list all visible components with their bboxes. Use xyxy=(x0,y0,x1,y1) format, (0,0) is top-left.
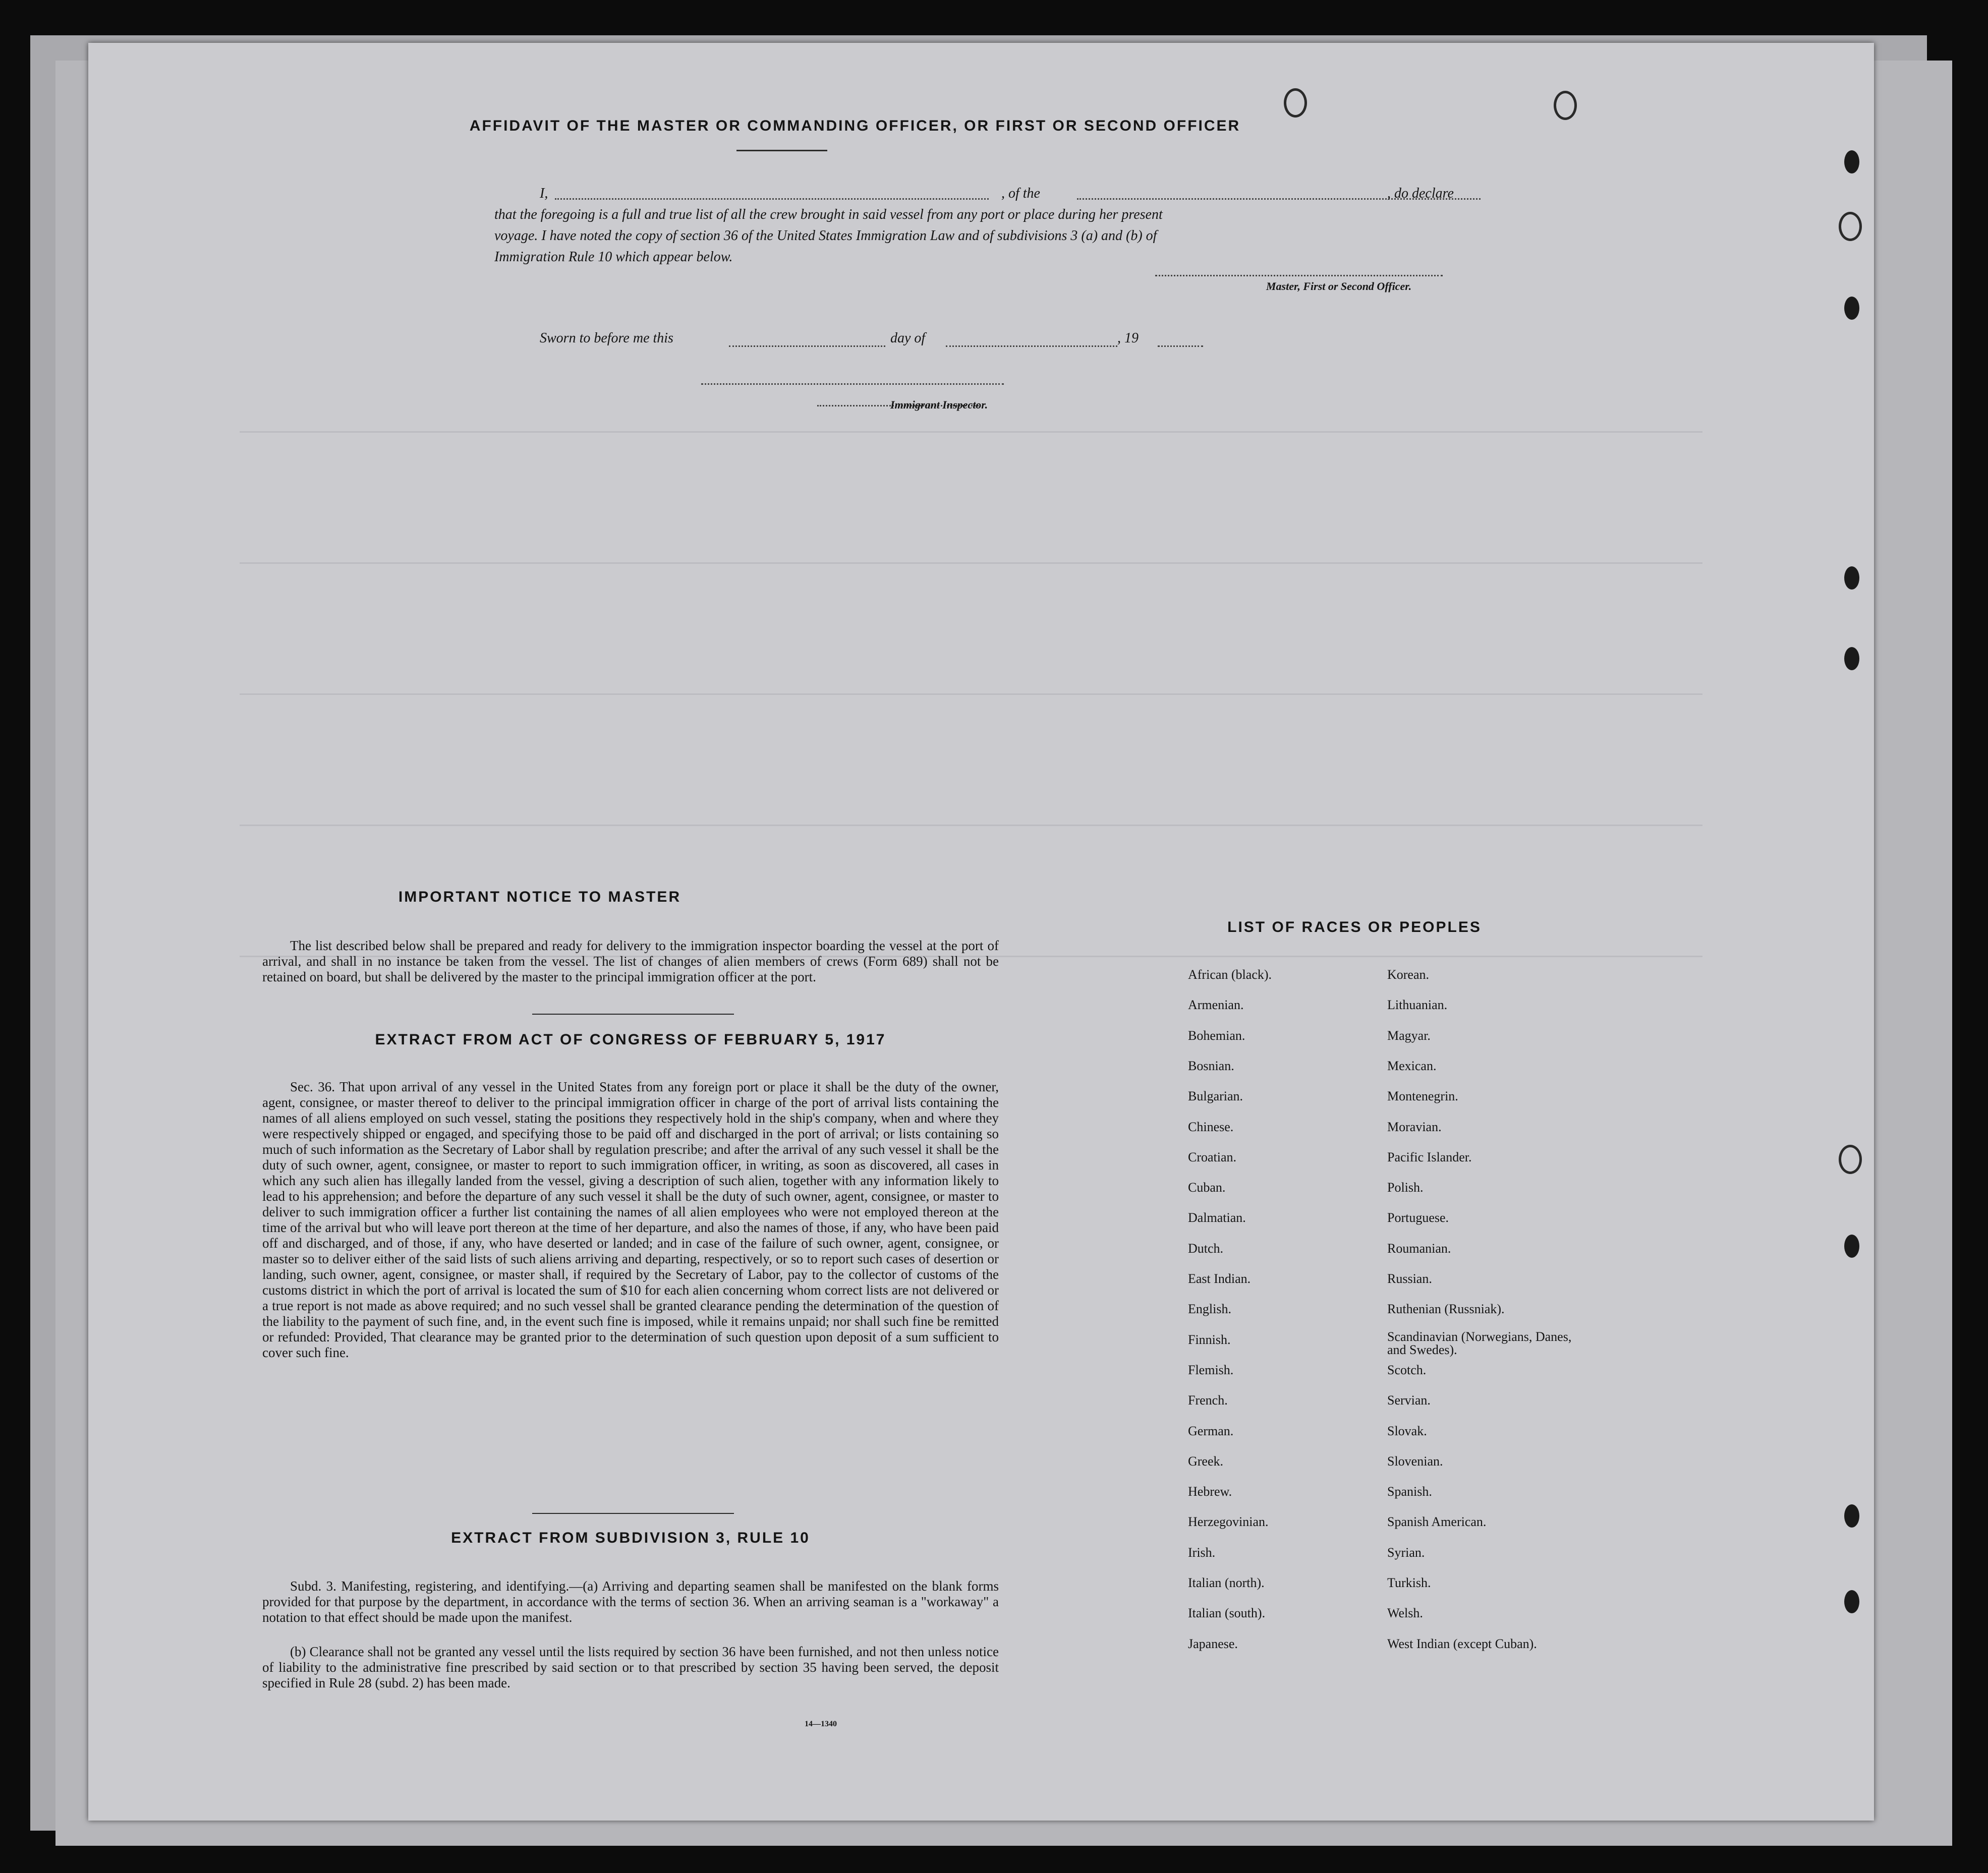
race-item: Moravian. xyxy=(1387,1120,1442,1134)
race-item: Dalmatian. xyxy=(1188,1210,1246,1225)
race-item: German. xyxy=(1188,1424,1234,1438)
act-extract-title: EXTRACT FROM ACT OF CONGRESS OF FEBRUARY 5, 1917 xyxy=(375,1031,886,1048)
race-item: Cuban. xyxy=(1188,1180,1226,1195)
race-item: Scandinavian (Norwegians, Danes, and Swedes). xyxy=(1387,1329,1572,1357)
binder-hole-icon xyxy=(1843,1503,1861,1529)
race-item: Croatian. xyxy=(1188,1150,1237,1164)
bleed-through-line xyxy=(240,562,1702,564)
race-item: Pacific Islander. xyxy=(1387,1150,1472,1164)
affidavit-of-the: , of the xyxy=(1001,186,1040,201)
sworn-year: , 19 xyxy=(1117,330,1139,346)
race-item: West Indian (except Cuban). xyxy=(1387,1636,1537,1651)
act-extract-body: Sec. 36. That upon arrival of any vessel in the United States from any foreign port or place it shall be the duty of the owner, agent, consignee, or master thereof to deliver to the principal immigration officer in charge of the port of arrival lists containing the names of all aliens employed on such vessel, stating the positions they respectively hold in the ship's company, when and where they were respectively shipped or engaged, and specifying those to be paid off and discharged in the port of arrival; or lists containing so much of such information as the Secretary of Labor shall by regulation prescribe; and after the arrival of any such vessel it shall be the duty of such owner, agent, consignee, or master to report to such immigration officer, in writing, as soon as discovered, all cases in which any such alien has illegally landed from the vessel, giving a description of such alien, together with any information likely to lead to his apprehension; and before the departure of any such vessel it shall be the duty of such owner, agent, consignee, or master to deliver to such immigration officer a further list containing the names of all alien employees who were not employed thereon at the time of the arrival but who will leave port thereon at the time of her departure, and also the names of those, if any, who have been paid off and discharged, and of those, if any, who have deserted or landed; and in case of the failure of such owner, agent, consignee, or master so to deliver either of the said lists of such aliens arriving and departing, respectively, or so to report such cases of desertion or landing, such owner, agent, consignee, or master shall, if required by the Secretary of Labor, pay to the collector of customs of the customs district in which the port of arrival is located the sum of $10 for each alien concerning whom correct lists are not delivered or a true report is not made as above required; and no such vessel shall be granted clearance pending the determination of the question of the liability to the payment of such fine, and, in the event such fine is imposed, while it remains unpaid; nor shall such fine be remitted or refunded: Provided, That clearance may be granted prior to the determination of such question upon deposit of a sum sufficient to cover such fine. xyxy=(262,1079,999,1360)
race-item: Irish. xyxy=(1188,1545,1216,1560)
binder-hole-icon xyxy=(1843,149,1861,175)
bleed-through-line xyxy=(240,431,1702,433)
race-item: Roumanian. xyxy=(1387,1241,1451,1256)
race-item: Armenian. xyxy=(1188,998,1244,1012)
race-item: Lithuanian. xyxy=(1387,998,1448,1012)
binder-ring-icon xyxy=(1839,1145,1862,1174)
binder-hole-icon xyxy=(1843,565,1861,591)
race-item: Magyar. xyxy=(1387,1028,1431,1043)
affidavit-line3: voyage. I have noted the copy of section 36 of the United States Immigration Law and of subdivisions 3 (a) and (b) of xyxy=(494,228,1157,244)
race-item: English. xyxy=(1188,1302,1231,1316)
affidavit-line4: Immigration Rule 10 which appear below. xyxy=(494,249,733,265)
name-blank[interactable] xyxy=(555,198,989,200)
race-item: Italian (south). xyxy=(1188,1606,1266,1620)
sworn-day: day of xyxy=(890,330,926,346)
race-item: Italian (north). xyxy=(1188,1575,1265,1590)
divider xyxy=(532,1014,734,1015)
race-item: Finnish. xyxy=(1188,1332,1231,1347)
race-item: Bulgarian. xyxy=(1188,1089,1243,1103)
sworn-month-blank[interactable] xyxy=(946,345,1117,347)
binder-hole-icon xyxy=(1843,646,1861,672)
race-item: Herzegovinian. xyxy=(1188,1514,1269,1529)
race-item: Spanish. xyxy=(1387,1484,1432,1499)
race-item: Korean. xyxy=(1387,967,1430,982)
race-item: Bohemian. xyxy=(1188,1028,1245,1043)
sworn-year-blank[interactable] xyxy=(1158,345,1203,347)
affidavit-line2: that the foregoing is a full and true list of all the crew brought in said vessel from any port or place during her present xyxy=(494,207,1163,222)
binder-ring-icon xyxy=(1554,91,1577,120)
race-item: African (black). xyxy=(1188,967,1272,982)
race-item: Portuguese. xyxy=(1387,1210,1449,1225)
race-item: Spanish American. xyxy=(1387,1514,1487,1529)
notice-body: The list described below shall be prepared and ready for delivery to the immigration inspector boarding the vessel at the port of arrival, and shall in no instance be taken from the vessel. The list of changes of alien members of crews (Form 689) shall not be retained on board, but shall be delivered by the master to the principal immigration officer at the port. xyxy=(262,938,999,984)
bleed-through-line xyxy=(240,825,1702,826)
form-number: 14—1340 xyxy=(805,1720,837,1728)
divider xyxy=(736,150,827,151)
race-item: Bosnian. xyxy=(1188,1059,1234,1073)
binder-ring-icon xyxy=(1284,88,1307,118)
race-item: Slovenian. xyxy=(1387,1454,1443,1469)
race-item: Russian. xyxy=(1387,1271,1432,1286)
race-item: Flemish. xyxy=(1188,1363,1234,1377)
binder-hole-icon xyxy=(1843,1589,1861,1615)
race-item: Montenegrin. xyxy=(1387,1089,1458,1103)
signature-caption: Master, First or Second Officer. xyxy=(1266,280,1412,292)
notice-title: IMPORTANT NOTICE TO MASTER xyxy=(398,889,681,905)
race-item: East Indian. xyxy=(1188,1271,1251,1286)
inspector-caption: Immigrant Inspector. xyxy=(890,398,988,411)
inspector-blank-1[interactable] xyxy=(701,383,1004,385)
race-item: Syrian. xyxy=(1387,1545,1425,1560)
race-item: Servian. xyxy=(1387,1393,1431,1408)
race-item: Greek. xyxy=(1188,1454,1224,1469)
sworn-day-blank[interactable] xyxy=(729,345,885,347)
race-item: French. xyxy=(1188,1393,1228,1408)
race-item: Japanese. xyxy=(1188,1636,1238,1651)
race-item: Ruthenian (Russniak). xyxy=(1387,1302,1505,1316)
manifest-page xyxy=(88,43,1874,1821)
race-item: Chinese. xyxy=(1188,1120,1234,1134)
rule-extract-para-a: Subd. 3. Manifesting, registering, and identifying.—(a) Arriving and departing seamen shall be manifested on the blank forms provided for that purpose by the department, in accordance with the terms of section 36. When an arriving seaman is a "workaway" a notation to that effect should be made upon the manifest. xyxy=(262,1578,999,1625)
race-item: Slovak. xyxy=(1387,1424,1427,1438)
binder-ring-icon xyxy=(1839,212,1862,241)
binder-hole-icon xyxy=(1843,295,1861,321)
race-item: Turkish. xyxy=(1387,1575,1431,1590)
divider xyxy=(532,1513,734,1514)
race-item: Scotch. xyxy=(1387,1363,1427,1377)
sworn-prefix: Sworn to before me this xyxy=(540,330,673,346)
signature-blank[interactable] xyxy=(1155,275,1443,276)
affidavit-declare: , do declare xyxy=(1387,186,1454,201)
race-item: Polish. xyxy=(1387,1180,1424,1195)
race-item: Dutch. xyxy=(1188,1241,1224,1256)
rule-extract-title: EXTRACT FROM SUBDIVISION 3, RULE 10 xyxy=(451,1530,810,1546)
affidavit-title: AFFIDAVIT OF THE MASTER OR COMMANDING OFFICER, OR FIRST OR SECOND OFFICER xyxy=(469,118,1241,134)
race-item: Mexican. xyxy=(1387,1059,1437,1073)
bleed-through-line xyxy=(240,693,1702,695)
race-item: Hebrew. xyxy=(1188,1484,1232,1499)
races-title: LIST OF RACES OR PEOPLES xyxy=(1227,919,1482,935)
race-item: Welsh. xyxy=(1387,1606,1423,1620)
rule-extract-para-b: (b) Clearance shall not be granted any vessel until the lists required by section 36 have been furnished, and not then unless notice of liability to the administrative fine prescribed by said section or to that prescribed by section 35 having been served, the deposit specified in Rule 28 (subd. 2) has been made. xyxy=(262,1644,999,1690)
binder-hole-icon xyxy=(1843,1233,1861,1259)
affidavit-i: I, xyxy=(540,186,548,201)
